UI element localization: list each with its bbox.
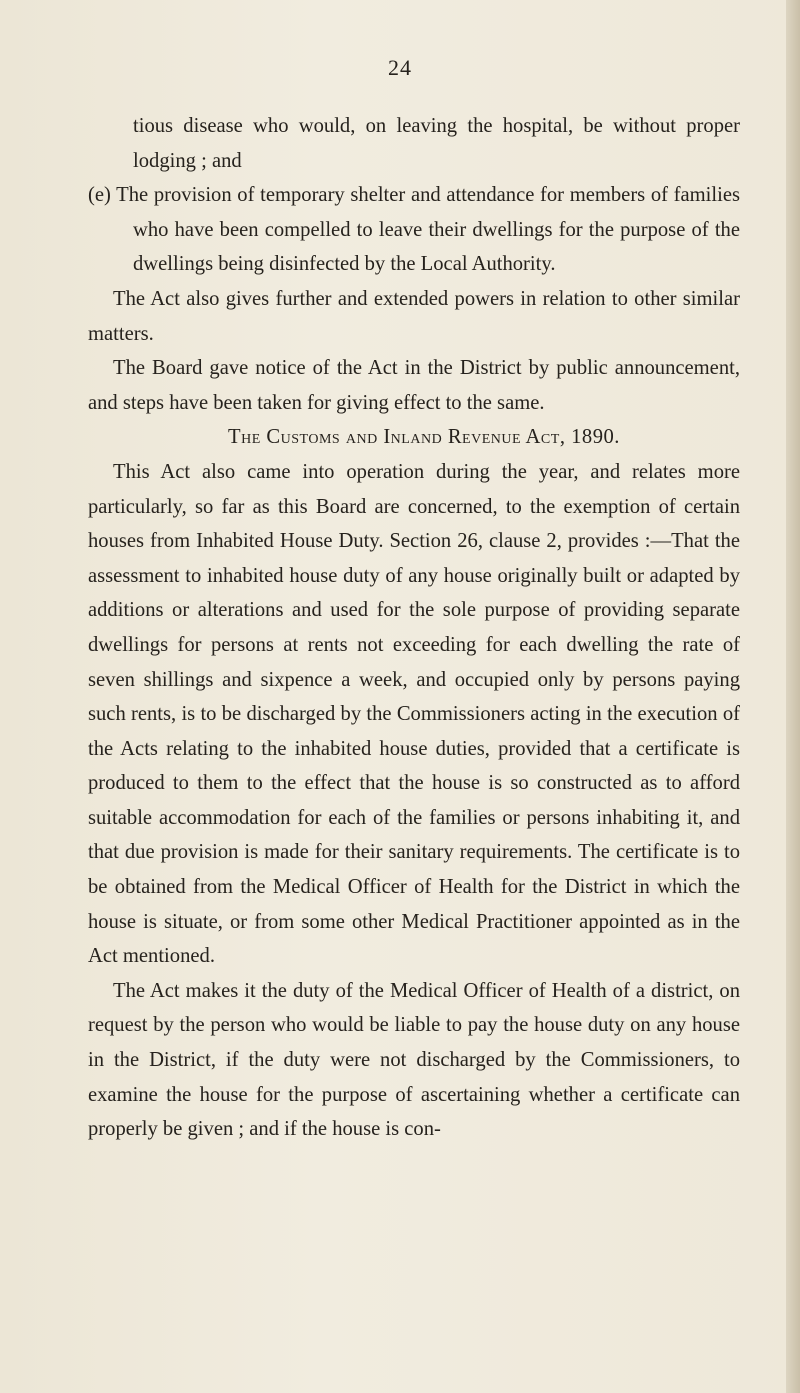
list-item-label: (e) [88, 184, 111, 207]
page-number: 24 [388, 55, 412, 80]
paragraph-customs-act: This Act also came into operation during the year, and relates more particularly, so far as this Board are concerned, to the exemption of certain houses from Inhabited House Duty. Section 26, clause 2, provides :—That the assessment to inhabited house duty of any house originally built or adapted by additions or alterations and used for the sole purpose of providing separate dwellings for persons at rents not exceeding for each dwelling the rate of seven shillings and sixpence a week, and occupied only by persons paying such rents, is to be discharged by the Commissioners acting in the execution of the Acts relating to the inhabited house duties, provided that a certificate is produced to them to the effect that the house is so constructed as to afford suitable accommodation for each of the families or persons inhabiting it, and that due provision is made for their sanitary requirements. The certificate is to be obtained from the Medical Officer of Health for the District in which the house is situate, or from some other Medical Practitioner appointed as in the Act mentioned. [88, 460, 740, 968]
paragraph-duty: The Act makes it the duty of the Medical Officer of Health of a district, on request by the person who would be liable to pay the house duty on any house in the District, if the duty were not discharged by the Commissioners, to examine the house for the purpose of ascertaining whether a certificate can properly be given ; and if the house is con- [88, 979, 740, 1141]
section-heading: The Customs and Inland Revenue Act, 1890. [228, 426, 620, 449]
page-edge [786, 0, 800, 1393]
list-item-e [88, 178, 740, 282]
list-item-text: The provision of temporary shelter and attendance for members of families who have been compelled to leave their dwellings for the purpose of the dwellings being disinfected by the Local Authority. [116, 184, 740, 276]
paragraph-notice: The Board gave notice of the Act in the District by public announcement, and steps have been taken for giving effect to the same. [88, 357, 740, 414]
continuation-paragraph: tious disease who would, on leaving the hospital, be without proper lodging ; and [133, 115, 740, 172]
paragraph-powers: The Act also gives further and extended powers in relation to other similar matters. [88, 287, 740, 345]
body-text [88, 109, 740, 1147]
